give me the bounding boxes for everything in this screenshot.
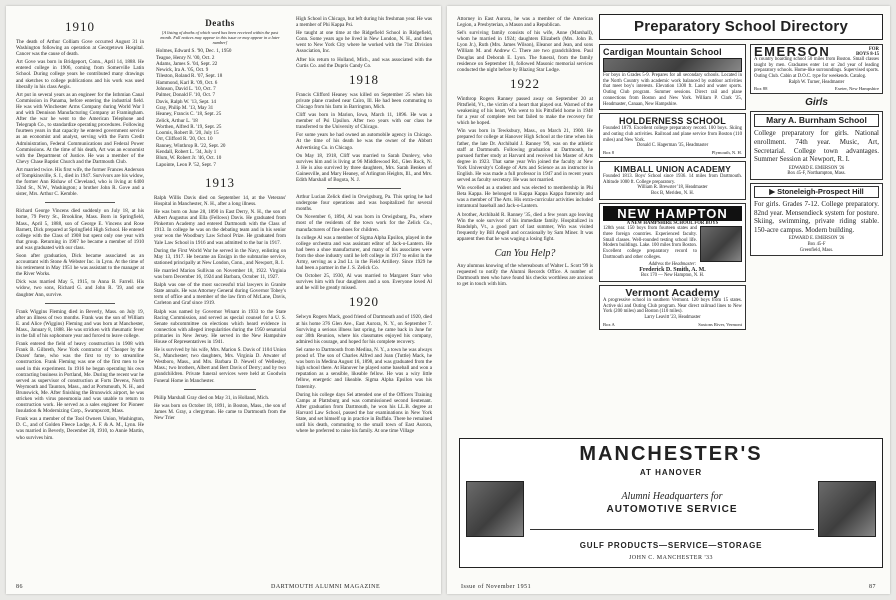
death-entry: Gray, Philip M. '13, May 31	[156, 104, 214, 111]
death-entry: Kendall, Robert L. '34, July 1	[156, 149, 217, 156]
article-paragraph: High School in Chicago, but left during his freshman year. He was a member of Phi Kappa Psi.	[296, 16, 432, 29]
article-paragraph: In college Al was a member of Sigma Alpha Epsilon, played in the college orchestra and was assistant editor of Jack-o-Lantern. He had been a shoe manufacturer, and many of his associates were from the shoe industry until he left college in 1917 to enlist in the Army, serving as a 2nd Lt. in the Field Artillery. Since 1929 he had been a partner in the J. S. Zelick Co.	[296, 234, 432, 272]
death-entry: Johnson, David L. '10, Oct. 7	[156, 86, 216, 93]
emerson-body: A country boarding school 50 miles from Boston. Small classes taught by men. Graduates enter 1st or 2nd year of leading preparatory schools. Home-like surroundings. Supervised sports. Outing Club. Cabin at D.O.C. type for weekends. Catalog.	[754, 57, 879, 80]
stoneleigh-name: Stoneleigh-Prospect Hill	[777, 186, 864, 196]
new-hampton-address-label: Address the Headmaster:	[648, 262, 697, 268]
class-year-heading: 1918	[349, 71, 379, 87]
class-year-heading: 1920	[349, 294, 379, 310]
article-paragraph: Frank Wiggins Fleming died in Beverly, Mass. on July 19, after an illness of two months. Frank was the son of William E. and Alice (Wiggins) Fleming and was born at Manchester, Mass., January 8, 1888. He was stricken with rheumatic fever in the fall of his sophomore year and forced to leave college.	[16, 308, 144, 340]
divider-rule	[45, 303, 115, 304]
article-paragraph: He taught at one time at the Ridgefield School in Ridgefield, Conn. Some years ago he lived in New London, N. H., and then went to New York City where he worked with the 71st Division Association, Inc.	[296, 30, 432, 55]
right-column-1	[457, 16, 593, 486]
death-entry: Loomis, Robert B. '20, July 15	[156, 130, 219, 137]
death-entry: Adams, James S. '04, Sept. 22	[156, 60, 218, 67]
deaths-box	[154, 16, 286, 172]
left-column-2	[154, 16, 286, 578]
article-paragraph: He was born on June 28, 1890 in East Derry, N. H., the son of Albert Augustus and Ella (Fellows) Davis. He graduated from Pinkerton Academy and entered Dartmouth with the Class of 1913. In college he was on the debating team and in his senior year won the Woodbury Law School Prize. He graduated from Yale Law School in 1916 and was admitted to the bar in 1917.	[154, 209, 286, 246]
holderness-headmaster: Donald C. Hagerman '35, Headmaster	[636, 143, 709, 149]
stoneleigh-box: Box 45-F	[807, 241, 826, 247]
burnham-body: College preparatory for girls. National enrollment. 74th year. Music, Art, Secretarial. College town advantages. Summer Session at Newport, R. I.	[754, 129, 879, 164]
emerson-headmaster: Ralph W. Turner, Headmaster	[788, 79, 845, 85]
stoneleigh-town: Greenfield, Mass.	[799, 247, 834, 253]
article-paragraph: Cliff was born in Marion, Iowa, March 11, 1896. He was a member of Psi Upsilon. After two years with our class he transferred to the University of Chicago.	[296, 112, 432, 131]
new-hampton-body: 128th year. 150 boys from fourteen states and three foreign countries. Experienced faculty. Small classes. Well-rounded testing school life. Modern buildings. Lake. 100 miles from Boston. Excellent college preparatory record to Dartmouth and other colleges.	[603, 226, 697, 260]
death-entry: Lapointe, Leon P. '52, Sept. 7	[156, 161, 216, 168]
burnham-director: EDWARD E. EMERSON '26	[788, 165, 845, 171]
holderness-body: Founded 1879. Excellent college preparatory record. 100 boys. Skiing and outing club activities. Railroad and plane service from Boston (110 miles) and New York.	[603, 126, 742, 143]
right-page-footer: Issue of November 1951	[461, 584, 532, 590]
cardigan-ad[interactable]	[599, 44, 746, 110]
article-paragraph: Soon after graduation, Dick became associated as an accountant with Stone & Webster Inc. in Lynn. At the time of his retirement in May 1951 he was assistant to the manager at the River Works.	[16, 253, 144, 278]
kimball-headmaster: William R. Brewster '18, Headmaster	[637, 185, 708, 191]
death-entry: Teague, Henry N. '00, Oct. 2	[156, 54, 215, 61]
stoneleigh-director: EDWARD E. EMERSON '26	[788, 236, 845, 242]
article-paragraph: For some years he had owned an automobile agency in Chicago. At the time of his death he was the owner of the Abbott Advertising Co. in Chicago.	[296, 132, 432, 151]
vermont-academy-ad[interactable]	[599, 285, 746, 330]
deaths-intro: [A listing of deaths of which word has been received within the past month. Full notices may appear in this issue or may appear in a later number]	[160, 30, 280, 46]
article-paragraph: He married Marion Sullivan on November 18, 1922. Virginia was born December 16, 1924 and Barbara, October 11, 1927.	[154, 267, 286, 281]
vermont-body: A progressive school in southern Vermont. 120 boys from 15 states. Active ski and Outing Club program. Near direct railroad lines to New York (200 miles) and Boston (110 miles).	[603, 297, 742, 315]
article-paragraph: On May 18, 1918, Cliff was married to Sarah Dunlevy, who survives him and is living at 96 Middlewood Rd., Glen Rock, N. J. He is also survived by three daughters, Mrs. Sarah Benken of Gainesville, and Mary Heaney, of Arlington Heights, Ill., and Mrs. Edith Marshall of Bogota, N. J.	[296, 152, 432, 183]
vermont-name: Vermont Academy	[625, 286, 720, 299]
article-paragraph: Frank was a member of the Tool Owners Union, Washington, D. C., and of Golden Fleece Lodge, A. F. & A. M., Lynn. He was married in Beverly, December 28, 1910, to Annie Martin, who survives him.	[16, 416, 144, 441]
stoneleigh-arrow-icon: ▶	[769, 186, 778, 196]
new-hampton-name: NEW HAMPTON	[603, 206, 742, 221]
article-paragraph: Winthrop Rogers Ranney passed away on September 20 at Pittsfield, Vt., the victim of a heart that played out. Warned of the weakening of his heart, Win went to his Pittsfield home in 1948 for a year of complete rest but failed to make the recovery for which he hoped.	[457, 95, 593, 127]
class-year-heading: 1913	[205, 174, 235, 190]
death-entry: Zelick, Arthur L. '18	[156, 117, 198, 124]
article-paragraph: Art Gove was born in Bridgeport, Conn., April 14, 1888. He entered college in 1906, coming from Somerville Latin School. During college years he contributed many drawings and sketches to college publications and his work was used liberally in his class Aegis.	[16, 59, 144, 90]
emerson-box: Box 88	[754, 86, 768, 92]
article-paragraph: During his college days Sel attended one of the Officers Training Camps at Plattsburg and was commissioned second lieutenant. After graduation from Dartmouth, he won his LL.B. degree at Harvard Law School, passed the bar examinations in New York State, and set himself up in practice in Buffalo. There he remained until his death, commuting to the small town of East Aurora, where he preferred to raise his family. At one time Village	[296, 391, 432, 435]
deaths-title: Deaths	[205, 18, 235, 28]
death-entry: Newick, Ira A. '05, Oct. 9	[156, 67, 209, 74]
deaths-list	[156, 48, 284, 168]
article-paragraph: He was born on October 18, 1891, in Boston, Mass., the son of James M. Gray, a clergyman. He came to Dartmouth from the New Trier	[154, 402, 286, 421]
new-hampton-town: Box 170 — New Hampton, N. H.	[640, 273, 705, 279]
girls-heading: Girls	[805, 97, 828, 109]
article-paragraph: Francis Clifford Heaney was killed on September 25 when his private plane crashed near Cairo, Ill. He had been commuting to Chicago from his farm in Barrington, Mich.	[296, 91, 432, 110]
manchester-ad[interactable]	[459, 438, 883, 568]
emerson-grades: FOR BOYS 8-15	[855, 47, 879, 57]
article-paragraph: Sel came to Dartmouth from Medina, N. Y., a town he was always proud of. The son of Charles Alfred and Joan (Tuttle) Mack, he was born in Medina August 16, 1898, and was graduated from the high school there. At Hanover he played some baseball and won a reputation as a sensible, likeable fellow. He was a wiry little fellow, energetic and likeable. Sigma Alpha Epsilon was his fraternity.	[296, 346, 432, 390]
death-entry: Hammond, Karl R. '09, Oct. 6	[156, 79, 218, 86]
article-paragraph: On November 6, 1894, Al was born in Orwigsburg, Pa., where most of the residents of the town work for the Zelick Co., manufacturers of fine shoes for children.	[296, 214, 432, 233]
school-directory	[599, 14, 883, 432]
manchester-owner: JOHN C. MANCHESTER '33	[628, 555, 714, 561]
stoneleigh-body: For girls. Grades 7-12. College preparatory. 82nd year. Mensendieck system for posture. Skiing, swimming, private riding stable. 150-acre campus. Modern building.	[754, 199, 879, 234]
article-paragraph: Ralph Willis Davis died on September 14, at the Veterans' Hospital in Manchester, N. H., after a long illness.	[154, 194, 286, 208]
article-paragraph: After his return to Holland, Mich., and was associated with the Curtis Co. and the Dupris Candy Co.	[296, 56, 432, 69]
left-page	[6, 6, 441, 594]
divider-rule	[184, 389, 257, 390]
manchester-name: MANCHESTER'S	[579, 443, 763, 465]
burnham-ad[interactable]	[750, 111, 883, 180]
article-paragraph: Attorney in East Aurora, he was a member of the American Legion, a Presbyterian, a Mason and a Republican.	[457, 16, 593, 29]
emerson-town: Exeter, New Hampshire	[834, 86, 879, 92]
left-column-2-articles	[154, 175, 286, 421]
death-entry: Blum, W. Robert Jr. '46, Oct. 10	[156, 155, 222, 162]
divider-rule	[327, 188, 402, 189]
emerson-name: EMERSON	[754, 44, 831, 59]
death-entry: Heaney, Francis C. '18, Sept. 25	[156, 111, 222, 118]
article-paragraph: Win excelled as a student and was elected to membership in Phi Beta Kappa. He belonged to Kappa Kappa Kappa fraternity and was a member of The Arts. His extra-curricular activities included intramural baseball and Jack-o-Lantern.	[457, 185, 593, 210]
new-hampton-ad[interactable]	[599, 203, 746, 282]
article-paragraph: Arthur Lucian Zelick died in Orwigsburg, Pa. This spring he had undergone four operations and was hospitalized for several months.	[296, 194, 432, 213]
article-paragraph: The death of Arthur Colliam Gove occurred August 31 in Washington following an operation at Georgetown Hospital. Cancer was the cause of death.	[16, 39, 144, 58]
article-paragraph: Frank entered the field of heavy construction in 1908 with Frank B. Gilbreth, New York contractor of 'Cheaper by the Dozen' fame, who was the first to try to streamline construction. Frank Fleming was one of the first men to be used in this experiment. In 1916 he began operating his own contracting business in Portland, Me. During the recent war he served as supervisor of construction at Forts Devens, North Weymouth and Taunton, Mass., and at Portsmouth, N. H., and Brunswick, Me. After finishing the Brunswick airport, he was stricken with virus pneumonia and was unable to return to construction work. He served as a sales engineer for Pioneer Insulation & Modernizing Corp., Swampscott, Mass.	[16, 341, 144, 415]
left-column-3	[296, 16, 432, 578]
can-you-help-box	[457, 248, 593, 287]
vermont-town: Saxtons River, Vermont	[698, 321, 742, 327]
can-you-help-text: Any alumnus knowing of the whereabouts of Walter L. Scott '99 is requested to notify the Alumni Records Office. A number of Dartmouth men who have found his checks worthless are anxious to get in touch with him.	[457, 263, 593, 288]
death-entry: Palmer, Donald F. '10, Oct. 7	[156, 92, 216, 99]
holderness-ad[interactable]	[599, 113, 746, 158]
manchester-slogan-1: Alumni Headquarters for	[621, 491, 723, 502]
article-paragraph: Selwyn Rogers Mack, good friend of Dartmouth and of 1920, died at his home 376 Glen Ave., East Aurora, N. Y., on September 7. Surviving a serious illness last spring, he came back in June for our 30th Reunion, where his classmates enjoyed his company, admired his courage, and hoped for his complete recovery.	[296, 314, 432, 345]
manchester-services: GULF PRODUCTS—SERVICE—STORAGE	[579, 541, 763, 550]
burnham-town: Box 45-F, Northampton, Mass.	[787, 171, 846, 177]
stoneleigh-ad[interactable]	[750, 183, 883, 256]
article-paragraph: Ralph was one of the most successful trial lawyers in Granite State annals. He was Attorney General during Governor Tobey's term of office and a member of the law firm of McLane, Davis, Carleton and Graf since 1919.	[154, 282, 286, 307]
right-page	[447, 6, 890, 594]
article-paragraph: During the First World War he served in the Navy, enlisting on May 13, 1917. He became an Ensign in the submarine service, stationed principally at New London, Conn., and Newport, R. I.	[154, 247, 286, 266]
can-you-help-title: Can You Help?	[494, 248, 556, 259]
manchester-location: AT HANOVER	[639, 468, 703, 477]
kimball-name: KIMBALL UNION ACADEMY	[613, 163, 732, 174]
holderness-town: Plymouth, N. H.	[711, 149, 742, 155]
article-paragraph: Dick was married May 5, 1915, to Anna B. Farrell. His widow, two sons, Richard G. and John R. '39, and one daughter Ann, survive.	[16, 279, 144, 298]
new-hampton-photo	[700, 226, 742, 262]
article-paragraph: Richard George Vincens died suddenly on July 18, at his home, 79 Perry St., Brookline, Mass. Born in Springfield, Mass., April 5, 1888, son of George E. Vincens and Rose Barnett, Dick prepared at Springfield High School. He entered college with the Class of 1908 but spent only one year with that group. Returning in 1907 he became a member of 1910 and was graduated with our class.	[16, 208, 144, 251]
death-entry: Tileston, Roland R. '07, Sept. 18	[156, 73, 223, 80]
article-paragraph: He is survived by his wife, Mrs. Marion S. Davis of 1104 Union St., Manchester; two daughters, Mrs. Virginia D. Atwater of Westboro, Mass., and Mrs. Barbara D. Newell of Wellesley, Mass.; two brothers, Albert and Bert Davis of Derry; and by two grandchildren. Private funeral services were held at Goodwin Funeral Home in Manchester.	[154, 347, 286, 384]
death-entry: Orr, Clifford R. '20, Oct. 10	[156, 136, 213, 143]
death-entry: Holmes, Edward S. '90, Dec. 1, 1950	[156, 48, 232, 55]
kimball-ad[interactable]	[599, 161, 746, 200]
new-hampton-tagline: A NEW HAMPSHIRE SCHOOL FOR BOYS	[626, 220, 719, 226]
death-entry: Davis, Ralph W. '13, Sept. 14	[156, 98, 216, 105]
cardigan-name: Cardigan Mountain School	[603, 47, 722, 57]
article-paragraph: Win was born in Tewksbury, Mass., on March 21, 1900. He prepared for college at Hanover High School at the time when his father, the late Dr. Archibald J. Ranney '99, was on the athletic staff at Dartmouth. Following graduation at Dartmouth, he pursued further study at Harvard and received his Master of Arts degree in 1923. That same year Win joined the faculty at New York University's College of Arts and Science as an instructor in English. He was made a full professor in 1947 and in recent years served as faculty secretary. He was not married.	[457, 128, 593, 184]
manchester-left-photo	[466, 481, 524, 537]
kimball-town: Box B, Meriden, N. H.	[651, 190, 694, 196]
vermont-box: Box A	[603, 321, 615, 327]
burnham-name: Mary A. Burnham School	[754, 114, 879, 127]
holderness-box: Box 8	[603, 149, 615, 155]
article-paragraph: Art married twice. His first wife, the former Frances Anderson of Tompkinsville, S. I., died in 1947. Survivors are his widow, the former Ann Rishaw of Cleveland, who is living at 6400 32nd St., N.W., Washington; a brother John R. Gove and a sister, Mrs. Arthur C. Kemble.	[16, 166, 144, 198]
death-entry: Worthen, Alfred R. '19, Sept. 25	[156, 123, 222, 130]
cardigan-body: For boys in Grades 5-9. Prepares for all secondary schools. Located in the North Country with academic work balanced by outdoor activities that meet boy's interests. Elevation 1300 ft. Land and water sports. Outing Club program. Summer sessions. Direct rail and plane connections from Boston and New York. William P. Clark '25, Headmaster, Canaan, New Hampshire.	[603, 73, 742, 107]
article-paragraph: Sel's surviving family consists of his wife, Anne (Marshall), whom he married in 1924; daughters Elizabeth (Mrs. John B. Lyon Jr.), Ruth (Mrs. James Wilson), Eleanor and Jean, and sons William M. and Andrew C. There are two grandchildren. Paul Douglas and Deborah E. Lyon. The funeral, from the family residence on September 10, followed Masonic memorial services conducted the night before by Blazing Star Lodge.	[457, 30, 593, 73]
article-paragraph: Philip Marshall Gray died on May 31, in Holland, Mich.	[154, 394, 270, 401]
death-entry: Ranney, Winthrop R. '22, Sept. 20	[156, 142, 226, 149]
divider-rule	[45, 202, 115, 203]
article-paragraph: Ralph was named by Governor Winant in 1933 to the State Racing Commission, and served as special counsel for a U. S. Senate subcommittee on elections which heard evidence in connection with alleged irregularities during the 1950 senatorial primaries in New Jersey. He served in the New Hampshire House of Representatives in 1941.	[154, 308, 286, 345]
left-column-1	[16, 16, 144, 578]
cardigan-photo	[603, 58, 742, 72]
manchester-slogan-2: AUTOMOTIVE SERVICE	[606, 504, 738, 515]
class-year-heading: 1922	[510, 75, 540, 91]
new-hampton-headmaster: Frederick D. Smith, A. M.	[639, 266, 706, 273]
class-year-heading: 1910	[65, 19, 95, 34]
right-page-number: 87	[869, 584, 876, 590]
article-paragraph: A brother, Archibald R. Ranney '35, died a few years ago leaving Win the sole survivor of his immediate family. Hospitalized in Randolph, Vt., a good part of last summer, Win was visited frequently by Bill Angell and occasionally by Sam Miner. It was apparent then that he was waging a losing fight.	[457, 211, 593, 242]
manchester-right-photo	[818, 481, 876, 537]
left-page-footer: DARTMOUTH ALUMNI MAGAZINE	[271, 584, 381, 590]
right-column-1-articles	[457, 16, 593, 242]
vermont-headmaster: Larry Leavitt '23, Headmaster	[644, 315, 701, 320]
left-page-number: 86	[16, 584, 23, 590]
emerson-ad[interactable]	[750, 44, 883, 94]
directory-title: Preparatory School Directory	[633, 18, 848, 35]
article-paragraph: Art put in several years as an engineer for the Isthmian Canal Commission in Panama, before entering the industrial field. He was with Winchester Arms Company during World War I and with Dennison Manufacturing Company at Framingham. After the war he went to the American Telephone and Telegraph Co., to standardize operating procedures. Following fourteen years in that capacity he entered government service as an economist and analyst, serving with the Farm Credit Administration, Federal Communications and Federal Power Commissions. At the time of his death, Art was an economist with the Department of Justice. He was a member of the Chevy Chase Baptist Church and the Dartmouth Club.	[16, 91, 144, 165]
kimball-body: Founded 1813. Boys' School since 1936. 14 miles from Dartmouth. Altitude 1000 ft. College preparatory.	[603, 173, 742, 185]
article-paragraph: On October 25, 1930, Al was married to Margaret Starr who survives him with four daughters and a son. Everyone loved Al and he will be greatly missed.	[296, 273, 432, 292]
holderness-name: HOLDERNESS SCHOOL	[619, 116, 726, 127]
